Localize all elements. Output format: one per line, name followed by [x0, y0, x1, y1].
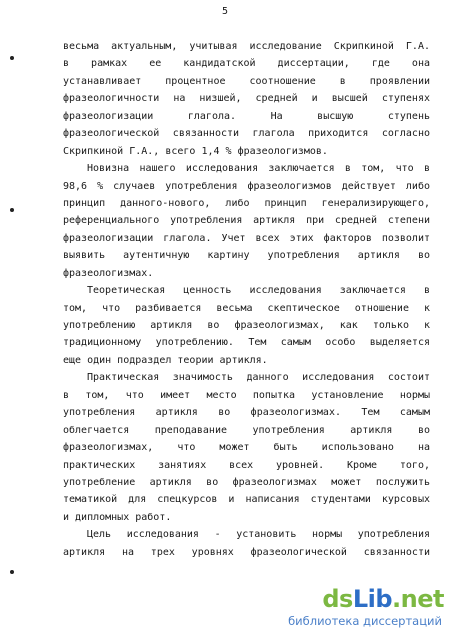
margin-dot: [10, 56, 14, 60]
text-line: Скрипкиной Г.А., всего 1,4 % фразеологизмов.: [63, 145, 328, 157]
text-line: Теоретическая ценность исследования заключается в: [87, 285, 430, 297]
text-line: Практическая значимость данного исследования состоит: [87, 372, 430, 384]
text-line: в том, что имеет место попытка установление нормы: [63, 389, 430, 401]
logo-dot: .: [392, 585, 401, 613]
text-line: 98,6 % случаев употребления фразеологизмов действует либо: [63, 180, 430, 192]
margin-dot: [10, 208, 14, 212]
text-line: практических занятиях всех уровней. Кроме того,: [63, 459, 430, 471]
dslib-watermark: [284, 586, 444, 628]
text-line: выявить аутентичную картину употребления артикля во: [63, 250, 430, 262]
text-line: в рамках ее кандидатской диссертации, где она: [63, 58, 430, 70]
document-body: [63, 38, 430, 561]
text-line: принцип данного-нового, либо принцип генерализирующего,: [63, 197, 430, 209]
logo-ds: ds: [322, 585, 353, 613]
text-line: употребление артикля во фразеологизмах может послужить: [63, 476, 430, 488]
text-line: том, что разбивается весьма скептическое отношение к: [63, 302, 430, 314]
text-line: весьма актуальным, учитывая исследование Скрипкиной Г.А.: [63, 41, 430, 52]
text-line: Новизна нашего исследования заключается в том, что в: [87, 163, 430, 175]
text-line: фразеологической связанности глагола приходится согласно: [63, 128, 430, 140]
text-line: фразеологизмах, что может быть использовано на: [63, 442, 430, 454]
text-line: фразеологичности на низшей, средней и высшей ступенях: [63, 93, 430, 105]
text-line: традиционному употреблению. Тем самым особо выделяется: [63, 337, 430, 349]
text-line: фразеологизмах.: [63, 267, 154, 279]
text-line: артикля на трех уровнях фразеологической связанности: [63, 546, 430, 558]
page-number: 5: [221, 6, 229, 17]
text-line: Цель исследования - установить нормы употребления: [87, 529, 430, 541]
dslib-logo: [322, 586, 444, 612]
text-line: устанавливает процентное соотношение в проявлении: [63, 75, 430, 87]
text-line: тематикой для спецкурсов и написания студентами курсовых: [63, 494, 430, 506]
text-line: еще один подраздел теории артикля.: [63, 354, 268, 366]
margin-dot: [10, 570, 14, 574]
text-line: фразеологизации глагола. Учет всех этих факторов позволит: [63, 232, 430, 244]
text-line: облегчается преподавание употребления артикля во: [63, 424, 430, 436]
text-line: употребления артикля во фразеологизмах. Тем самым: [63, 407, 430, 419]
logo-lib: Lib: [352, 585, 393, 613]
text-line: фразеологизации глагола. На высшую ступень: [63, 110, 430, 122]
watermark-subtitle: библиотека диссертаций: [288, 614, 442, 628]
text-line: и дипломных работ.: [63, 511, 172, 523]
text-line: употреблению артикля во фразеологизмах, как только к: [63, 320, 430, 331]
text-line: референциального употребления артикля при средней степени: [63, 215, 430, 227]
logo-tld: net: [400, 585, 444, 613]
